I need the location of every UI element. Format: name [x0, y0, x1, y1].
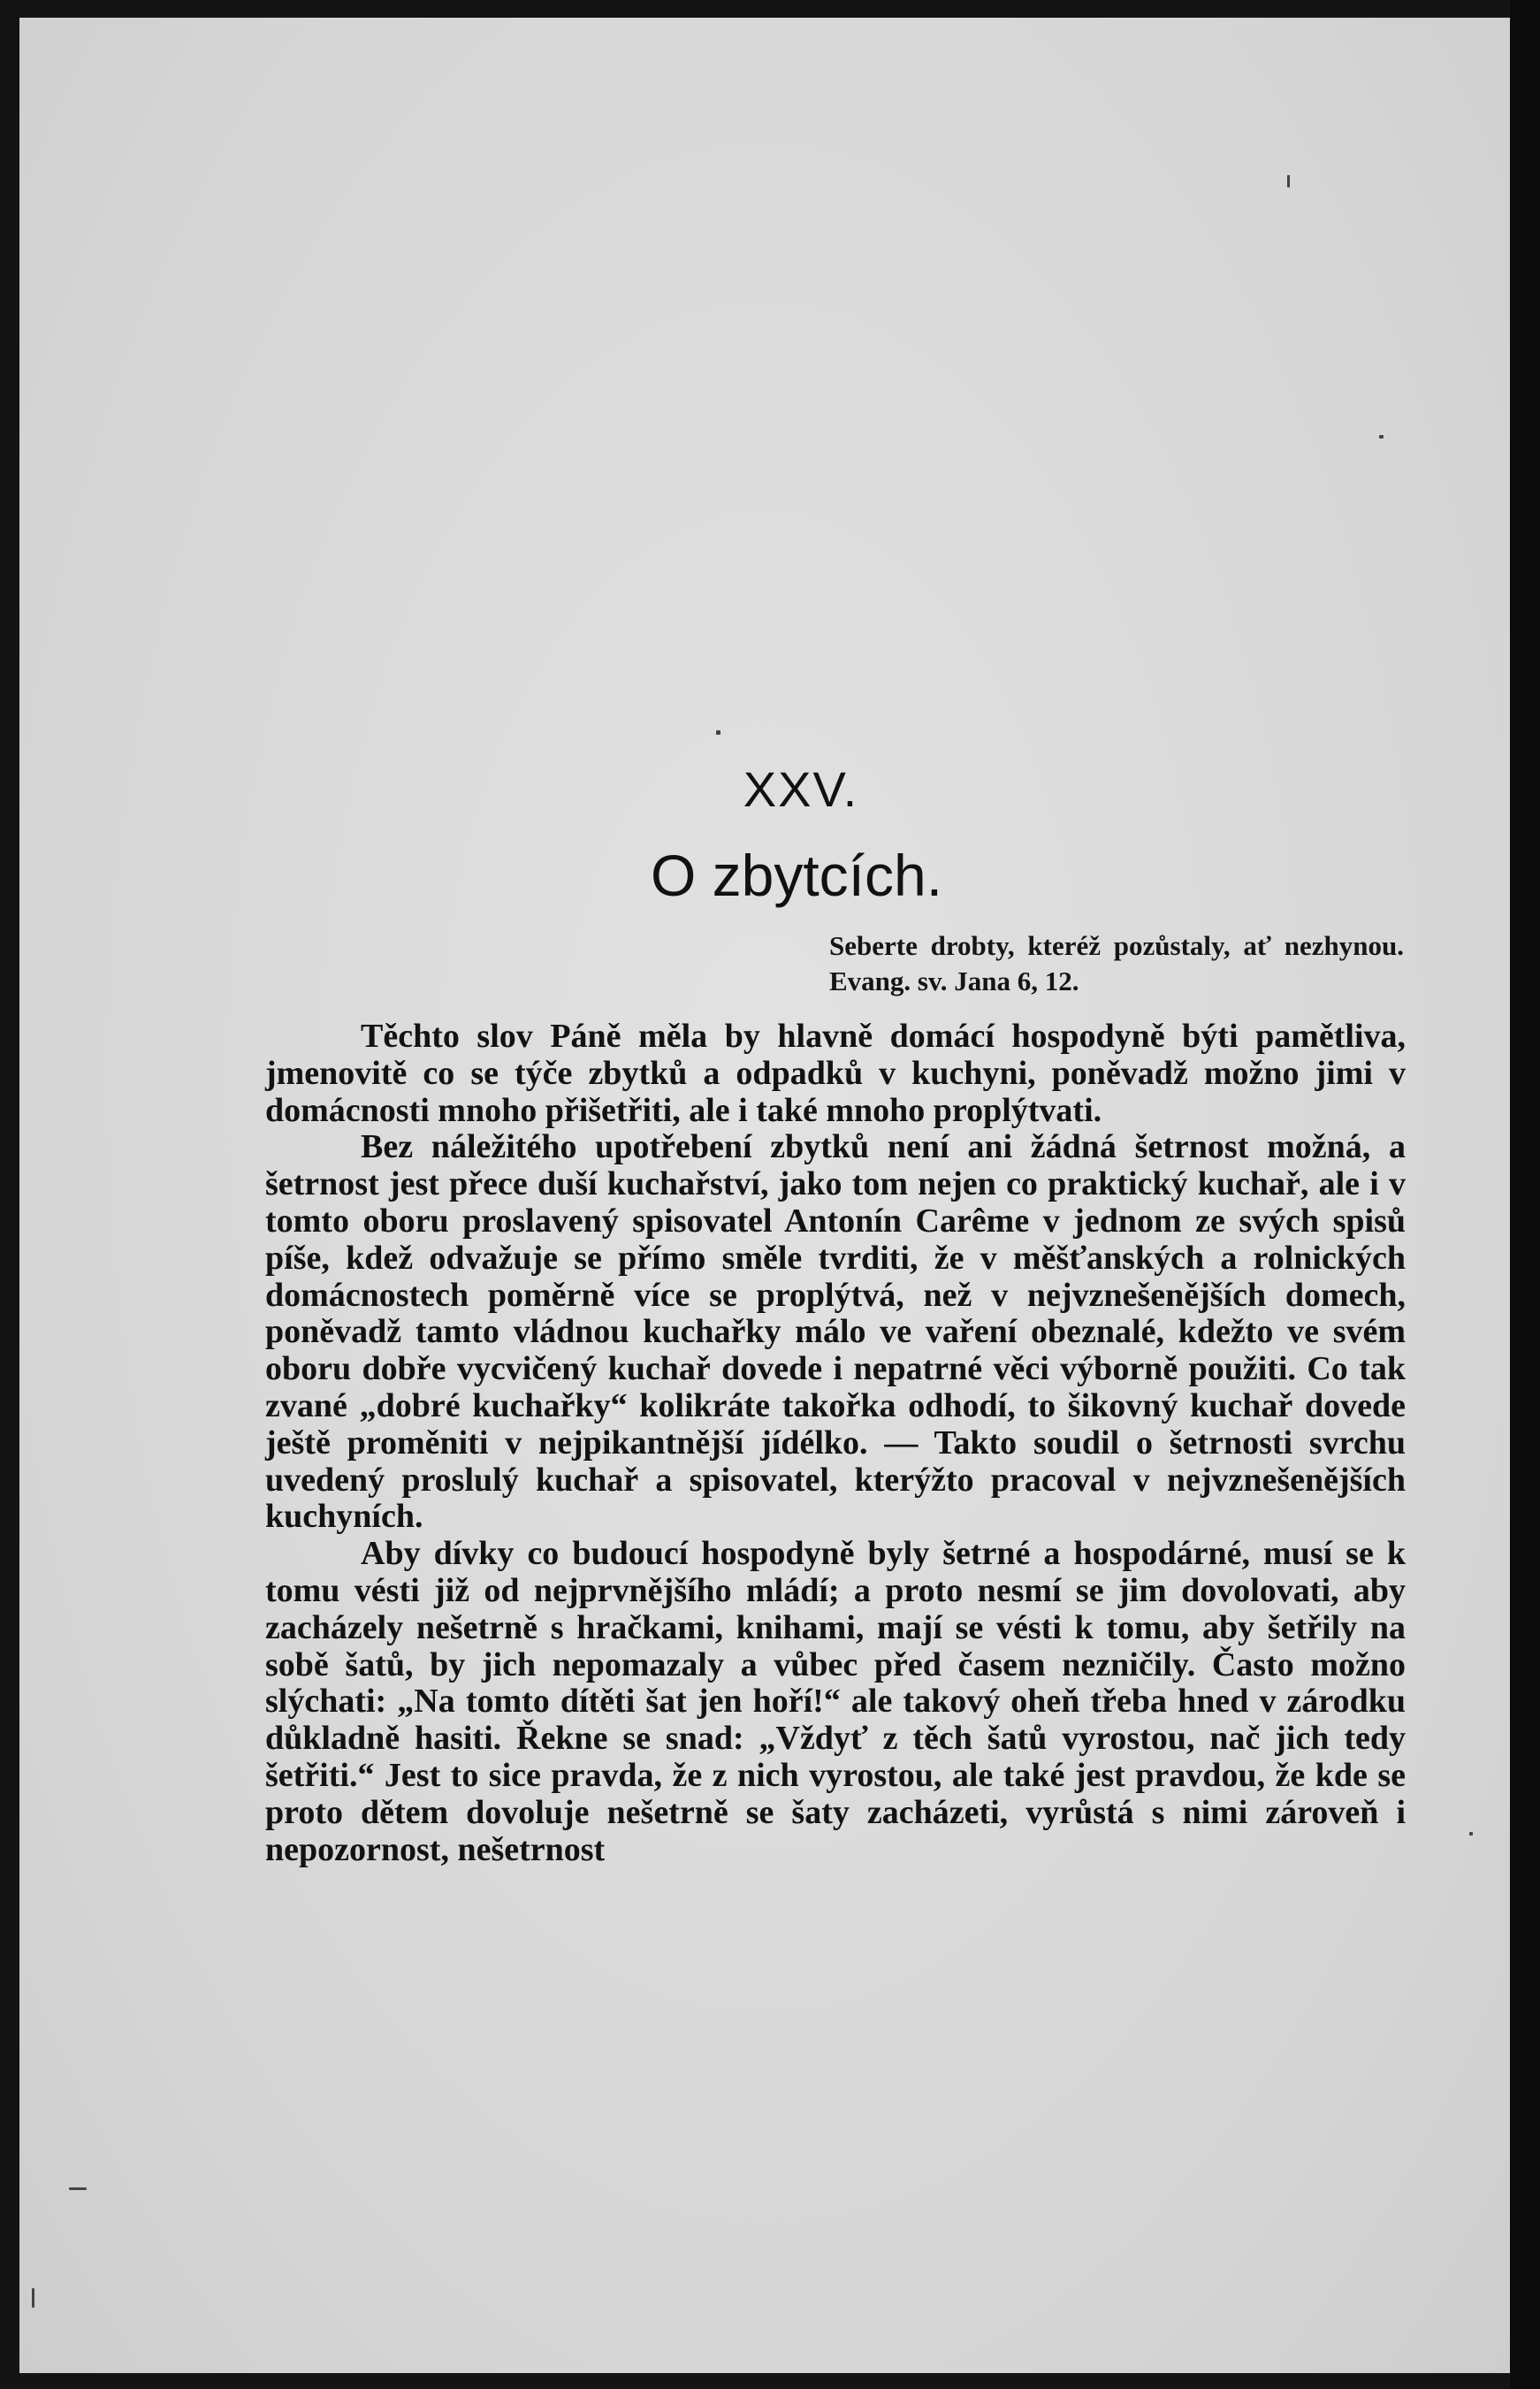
- scan-speck: [716, 730, 720, 735]
- body-text: [265, 1019, 1406, 1868]
- scan-speck: [1287, 175, 1290, 187]
- chapter-title: O zbytcích.: [650, 843, 943, 908]
- paragraph: Těchto slov Páně měla by hlavně domácí hospodyně býti pamětliva, jmenovitě co se týče zbytků a odpadků v kuchyni, poněvadž možno jimi v domácnosti mnoho přišetřiti, ale i také mnoho proplýtvati.: [265, 1018, 1406, 1129]
- paragraph: Bez náležitého upotřebení zbytků není ani žádná šetrnost možná, a šetrnost jest přece duší kuchařství, jako tom nejen co praktický kuchař, ale i v tomto oboru proslavený spisovatel Antonín Carême v jednom ze svých spisů píše, kdež odvažuje se přímo směle tvrditi, že v měšťanských a rolnických domácnostech poměrně více se proplýtvá, než v nejvznešenějších domech, poněvadž tamto vládnou kuchařky málo ve vaření obeznalé, kdežto ve svém oboru dobře vycvičený kuchař dovede i nepatrné věci výborně použiti. Co tak zvané „dobré kuchařky“ kolikráte takořka odhodí, to šikovný kuchař dovede ještě proměniti v nejpikantnější jídélko. — Takto soudil o šetrnosti svrchu uvedený proslulý kuchař a spisovatel, kterýžto pracoval v nejvznešenějších kuchyních.: [265, 1128, 1406, 1536]
- scan-speck: [1379, 435, 1384, 439]
- scan-speck: [1469, 1832, 1473, 1836]
- paragraph: Aby dívky co budoucí hospodyně byly šetrné a hospodárné, musí se k tomu vésti již od nejprvnějšího mládí; a proto nesmí se jim dovolovati, aby zacházely nešetrně s hračkami, knihami, mají se vésti k tomu, aby šetřily na sobě šatů, by jich nepomazaly a vůbec před časem nezničily. Často možno slýchati: „Na tomto dítěti šat jen hoří!“ ale takový oheň třeba hned v zárodku důkladně hasiti. Řekne se snad: „Vždyť z těch šatů vyrostou, nač jich tedy šetřiti.“ Jest to sice pravda, že z nich vyrostou, ale také jest pravdou, že kde se proto dětem dovoluje nešetrně se šaty zacházeti, vyrůstá s nimi zároveň i nepozornost, nešetrnost: [265, 1535, 1406, 1868]
- epigraph: Seberte drobty, kteréž pozůstaly, ať nezhynou. Evang. sv. Jana 6, 12.: [829, 930, 1404, 996]
- scan-border: [1510, 0, 1540, 2389]
- scan-speck: [32, 2288, 34, 2308]
- scan-speck: [69, 2187, 87, 2190]
- chapter-number: XXV.: [743, 761, 859, 817]
